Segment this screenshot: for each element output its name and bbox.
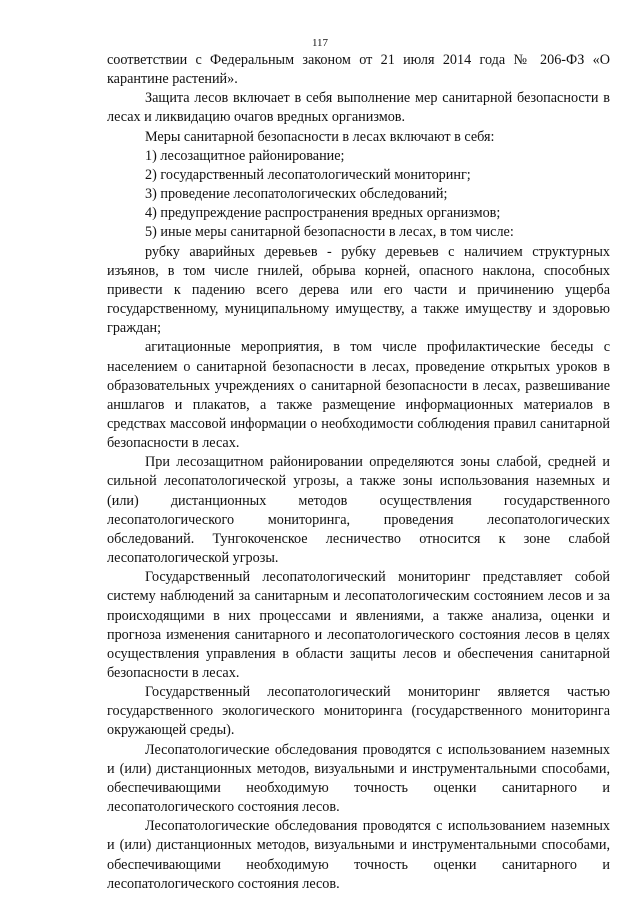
list-item-2: 2) государственный лесопатологический мониторинг; xyxy=(145,166,471,183)
paragraph-surveys-1: Лесопатологические обследования проводятся с использованием наземных и (или) дистанционных методов, визуальными и инструментальными способами, обеспечивающими необходимую точность оценки санитарного и лесопатологического состояния лесов. xyxy=(107,741,610,816)
paragraph-monitoring-definition: Государственный лесопатологический мониторинг представляет собой систему наблюдений за санитарным и лесопатологическим состоянием лесов и за происходящими в них процессами и явлениями, а также анализа, оценки и прогноза изменения санитарного и лесопатологического состояния лесов в целях осуществления управления в области защиты лесов и обеспечения санитарной безопасности в лесах. xyxy=(107,569,610,681)
paragraph-measures-intro: Меры санитарной безопасности в лесах включают в себя: xyxy=(145,128,495,145)
paragraph-surveys-2: Лесопатологические обследования проводятся с использованием наземных и (или) дистанционных методов, визуальными и инструментальными способами, обеспечивающими необходимую точность оценки санитарного и лесопатологического состояния лесов. xyxy=(107,818,610,892)
page-number: 117 xyxy=(311,37,329,49)
document-body xyxy=(107,51,610,894)
list-item-5: 5) иные меры санитарной безопасности в лесах, в том числе: xyxy=(145,224,514,241)
paragraph-zoning: При лесозащитном районировании определяются зоны слабой, средней и сильной лесопатологической угрозы, а также зоны использования наземных и (или) дистанционных методов осуществления государственного лесопатологического мониторинга, проведения лесопатологических обследований. Тунгокоченское лесничество относится к зоне слабой лесопатологической угрозы. xyxy=(107,454,610,567)
list-item-4: 4) предупреждение распространения вредных организмов; xyxy=(145,205,501,222)
paragraph-continuation: соответствии с Федеральным законом от 21 июля 2014 года № 206-ФЗ «О карантине растений». xyxy=(107,52,610,88)
list-item-1: 1) лесозащитное районирование; xyxy=(145,147,345,164)
paragraph-outreach: агитационные мероприятия, в том числе профилактические беседы с населением о санитарной безопасности в лесах, проведение открытых уроков в образовательных учреждениях о санитарной безопасности в лесах, развешивание аншлагов и плакатов, а также размещение информационных материалов в средствах массовой информации о необходимости соблюдения правил санитарной безопасности в лесах. xyxy=(107,339,610,452)
paragraph-forest-protection: Защита лесов включает в себя выполнение мер санитарной безопасности в лесах и ликвидацию очагов вредных организмов. xyxy=(107,90,610,126)
paragraph-emergency-felling: рубку аварийных деревьев - рубку деревьев с наличием структурных изъянов, в том числе гнилей, обрыва корней, опасного наклона, способных привести к падению всего дерева или его части и причинению ущерба государственному, муниципальному имуществу, а также имуществу и здоровью граждан; xyxy=(107,243,610,337)
paragraph-monitoring-part: Государственный лесопатологический мониторинг является частью государственного экологического мониторинга (государственного мониторинга окружающей среды). xyxy=(107,684,610,739)
list-item-3: 3) проведение лесопатологических обследований; xyxy=(145,186,448,203)
